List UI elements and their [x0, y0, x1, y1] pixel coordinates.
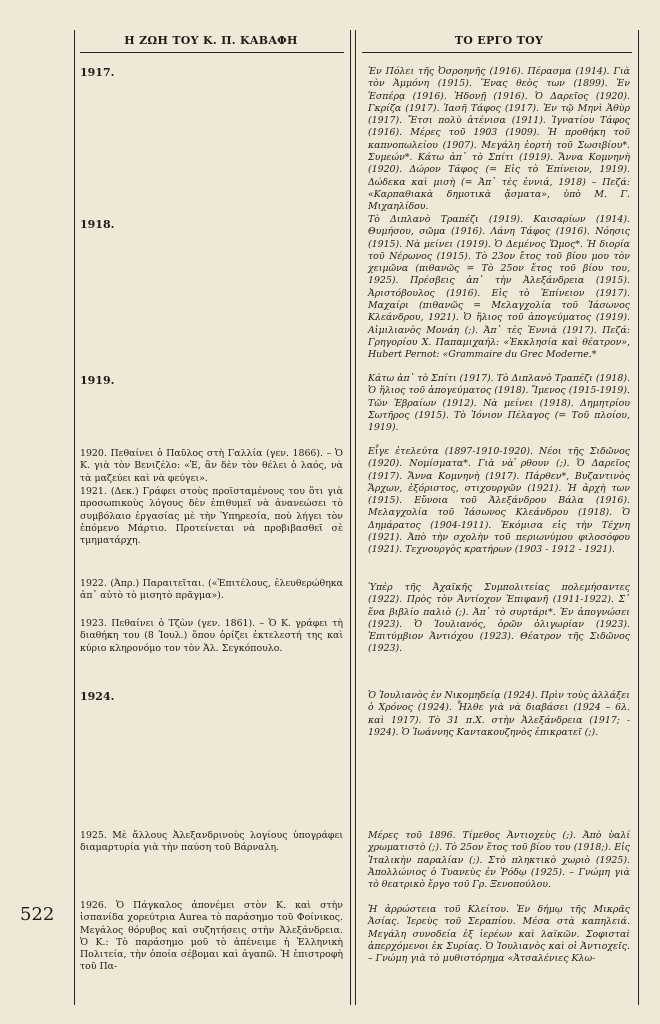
- work-entry-1922: Ὑπὲρ τῆς Ἀχαϊκῆς Συμπολιτείας πολεμήσαντες (1922). Πρὸς τὸν Ἀντίοχον Ἐπιφανῆ (1911-1922). Σ᾽ ἕνα βιβλίο παλιὸ (;). Ἀπ᾽ τὸ συρτάρι*. Ἐν ἀπογνώσει (1923). Ὁ Ἰουλιανός, ὁρῶν ὀλιγωρίαν (1923). Ἐπιτύμβιον Ἀντιόχου (1923). Θέατρον τῆς Σιδῶνος (1923).: [368, 582, 630, 655]
- work-entry-1917: Ἐν Πόλει τῆς Ὀσροηνῆς (1916). Πέρασμα (1914). Γιὰ τὸν Ἀμμόνη (1915). Ἕνας θεὸς των (1899). Ἐν Ἑσπέρᾳ (1916). Ἡδονῇ (1916). Ὁ Δαρεῖος (1920). Γκρίζα (1917). Ἰασῆ Τάφος (1917). Ἐν τῷ Μηνὶ Ἀθὺρ (1917). Ἔτσι πολὺ ἀτένισα (1911). Ἰγνατίου Τάφος (1916). Μέρες τοῦ 1903 (1909). Ἡ προθήκη τοῦ καπνοπωλείου (1907). Μεγάλη ἑορτὴ τοῦ Σωσιβίου*. Συμεών*. Κάτω ἀπ᾽ τὸ Σπίτι (1919). Ἄννα Κομνηνὴ (1920). Δώρον Τάφος (= Εἰς τὸ Ἐπίνειον, 1919). Δώδεκα καὶ μισὴ (= Ἀπ᾽ τὲς ἐννιά, 1918) – Πεζά: «Καρπαθιακὰ δημοτικὰ ᾄσματα», ὑπὸ Μ. Γ. Μιχαηλίδου.: [368, 66, 630, 213]
- life-entry-1922: 1922. (Ἀπρ.) Παραιτεῖται. («Ἐπιτέλους, ἐλευθερώθηκα ἀπ᾽ αὐτὸ τὸ μισητὸ πρᾶγμα»).: [80, 578, 343, 602]
- right-header-rule: [362, 52, 632, 53]
- work-entry-1924: Ὁ Ἰουλιανὸς ἐν Νικομηδείᾳ (1924). Πρὶν τοὺς ἀλλάξει ὁ Χρόνος (1924). Ἦλθε γιὰ νὰ διαβάσει (1924 – 6λ. καὶ 1917). Τὸ 31 π.Χ. στὴν Ἀλεξάνδρεια (1917; - 1924). Ὁ Ἰωάννης Καντακουζηνὸς ἐπικρατεῖ (;).: [368, 690, 630, 738]
- life-entry-1926: 1926. Ὁ Πάγκαλος ἀπονέμει στὸν Κ. καὶ στὴν ἰσπανίδα χορεύτρια Aurea τὸ παράσημο τοῦ Φοίνικος. Μεγάλος θόρυβος καὶ συζητήσεις στὴν Ἀλεξάνδρεια. Ὁ Κ.: Τὸ παράσημο μοῦ τὸ ἀπένειμε ἡ Ἑλληνικὴ Πολιτεία, τὴν ὁποία σέβομαι καὶ ἀγαπῶ. Ἡ ἐπιστροφὴ τοῦ Πα-: [80, 900, 343, 973]
- right-column-title: ΤΟ ΕΡΓΟ ΤΟΥ: [454, 34, 544, 47]
- work-entry-1919: Κάτω ἀπ᾽ τὸ Σπίτι (1917). Τὸ Διπλανὸ Τραπέζι (1918). Ὁ ἥλιος τοῦ ἀπογεύματος (1918). Ἴμενος (1915-1919). Τῶν Ἑβραίων (1912). Νὰ μείνει (1918). Δημητρίου Σωτῆρος (1915). Τὸ Ἰόνιον Πέλαγος (= Τοῦ πλοίου, 1919).: [368, 373, 630, 434]
- life-entry-1923: 1923. Πεθαίνει ὁ Τζὼν (γεν. 1861). – Ὁ Κ. γράφει τὴ διαθήκη του (8 Ἰουλ.) ὅπου ὁρίζει ἐκτελεστή της καὶ κύριο κληρονόμο τον τὸν Ἀλ. Σεγκόπουλο.: [80, 618, 343, 654]
- left-header-rule: [80, 52, 344, 53]
- year-1917: 1917.: [80, 66, 115, 79]
- life-entry-1921: 1921. (Δεκ.) Γράφει στοὺς προϊσταμένους του ὅτι γιὰ προσωπικοὺς λόγους δὲν ἐπιθυμεῖ νὰ ἀνανεώσει τὸ συμβόλαιο ἐργασίας μὲ τὴν Ὑπηρεσία, ποὺ λήγει τὸν ἐπόμενο Μάρτιο. Προτείνεται νὰ προβιβασθεῖ σὲ τμηματάρχη.: [80, 486, 343, 547]
- work-entry-1920: Εἶγε ἐτελεύτα (1897-1910-1920). Νέοι τῆς Σιδῶνος (1920). Νομίσματα*. Γιὰ νὰ ̓ρθουν (;). Ὁ Δαρεῖος (1917). Ἄννα Κομνηνὴ (1917). Πάρθεν*, Βυζαντινὸς Ἄρχων, ἐξόριστος, στιχουργῶν (1921). Ἡ ἀρχὴ των (1915). Εὔνοια τοῦ Ἀλεξάνδρου Βάλα (1916). Μελαγχολία τοῦ Ἰάσωνος Κλεάνδρου (1918). Ὁ Δημάρατος (1904-1911). Ἐκόμισα εἰς τὴν Τέχνη (1921). Ἀπὸ τὴν σχολὴν τοῦ περιωνύμου φιλοσόφου (1921). Τεχνουργὸς κρατήρων (1903 - 1912 - 1921).: [368, 446, 630, 556]
- left-margin-rule: [74, 30, 75, 1005]
- work-entry-1918: Τὸ Διπλανὸ Τραπέζι (1919). Καισαρίων (1914). Θυμήσου, σῶμα (1916). Λάνη Τάφος (1916). Νόησις (1915). Νὰ μείνει (1919). Ὁ Δεμένος Ὥμος*. Ἡ διορία τοῦ Νέρωνος (1915). Τὸ 23ον ἔτος τοῦ βίου μου τὸν χειμῶνα (πιθανῶς = Τὸ 25ον ἔτος τοῦ βίου του, 1925). Πρέσβεις ἀπ᾽ τὴν Ἀλεξάνδρεια (1915). Ἀριστόβουλος (1916). Εἰς τὸ Ἐπίνειον (1917). Μαχαίρι (πιθανῶς = Μελαγχολία τοῦ Ἰάσωνος Κλεάνδρου, 1921). Ὁ ἥλιος τοῦ ἀπογεύματος (1919). Αἰμιλιανὸς Μονάη (;). Ἀπ᾽ τὲς Ἐννιὰ (1917). Πεζά: Γρηγορίου Χ. Παπαμιχαήλ: «Ἐκκλησία καὶ θέατρον», Hubert Pernot: «Grammaire du Grec Moderne.*: [368, 214, 630, 361]
- work-entry-1926: Ἡ ἀρρώστεια τοῦ Κλείτου. Ἐν δήμῳ τῆς Μικρᾶς Ἀσίας. Ἱερεὺς τοῦ Σεραπίου. Μέσα στὰ καπηλειά. Μεγάλη συνοδεία ἐξ ἱερέων καὶ λαϊκῶν. Σοφισταὶ ἀπερχόμενοι ἐκ Συρίας. Ὁ Ἰουλιανὸς καὶ οἱ Ἀντιοχεῖς. – Γνώμη γιὰ τὸ μυθιστόρημα «Ἀτσαλένιες Κλω-: [368, 904, 630, 965]
- work-entry-1925: Μέρες τοῦ 1896. Τίμεθος Ἀντιοχεὺς (;). Ἀπὸ ὑαλί χρωματιστὸ (;). Τὸ 25ον ἔτος τοῦ βίου του (1918;). Εἰς Ἰταλικὴν παραλίαν (;). Στὸ πληκτικὸ χωριὸ (1925). Ἀπολλώνιος ὁ Τυανεὺς ἐν Ῥόδῳ (1925). – Γνώμη γιὰ τὸ θεατρικὸ ἔργο τοῦ Γρ. Ξενοπούλου.: [368, 830, 630, 891]
- life-entry-1925: 1925. Μὲ ἄλλους Ἀλεξανδρινοὺς λογίους ὑπογράφει διαμαρτυρία γιὰ τὴν παύση τοῦ Βάρναλη.: [80, 830, 343, 854]
- left-column-title: Η ΖΩΗ ΤΟΥ Κ. Π. ΚΑΒΑΦΗ: [124, 34, 298, 47]
- column-divider-inner: [355, 30, 356, 1005]
- year-1919: 1919.: [80, 374, 115, 387]
- year-1924: 1924.: [80, 690, 115, 703]
- column-divider: [350, 30, 351, 1005]
- page-number: 522: [20, 904, 55, 925]
- life-entry-1920: 1920. Πεθαίνει ὁ Παῦλος στὴ Γαλλία (γεν. 1866). – Ὁ Κ. γιὰ τὸν Βενιζέλο: «Ἐ, ἂν δὲν τὸν θέλει ὁ λαός, νὰ τὰ μαζεύει καὶ νὰ φεύγει».: [80, 448, 343, 484]
- year-1918: 1918.: [80, 218, 115, 231]
- right-margin-rule: [638, 30, 639, 1005]
